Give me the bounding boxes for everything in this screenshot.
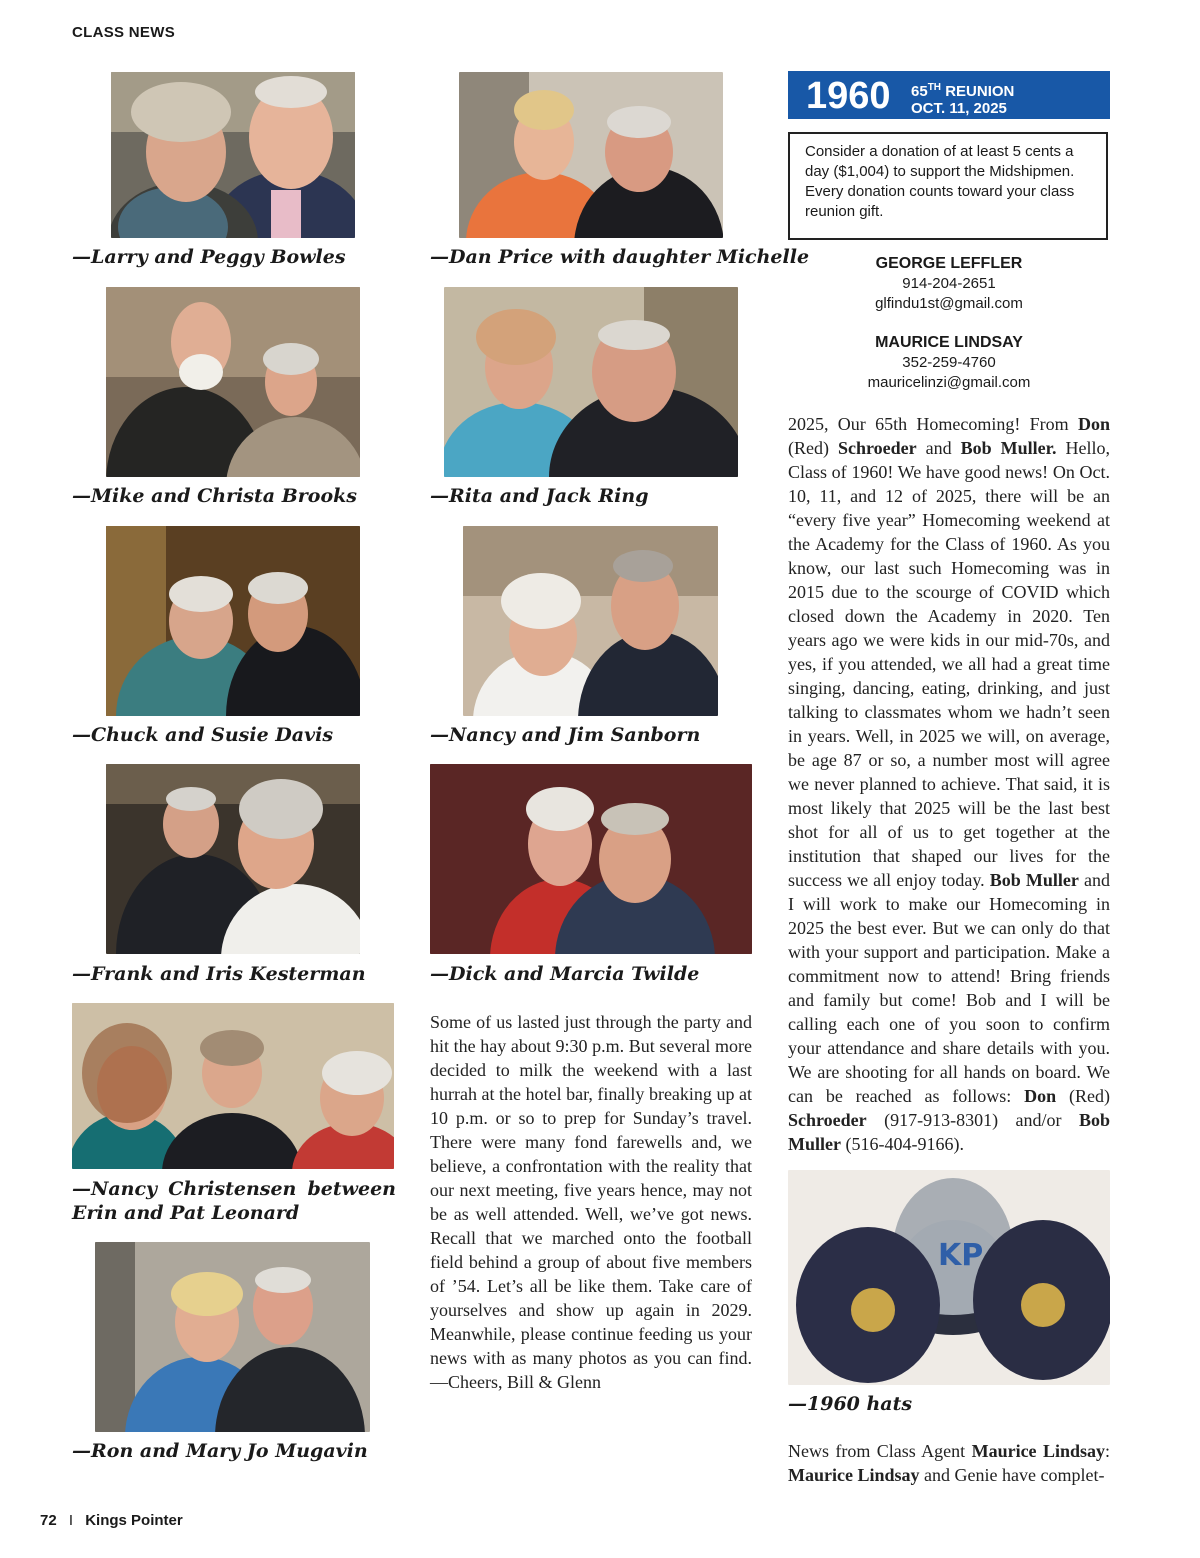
caption-christensen: —Nancy Christensen between Erin and Pat Leonard: [72, 1178, 396, 1224]
caption-mugavin: —Ron and Mary Jo Mugavin: [72, 1440, 368, 1462]
middle-column-text: Some of us lasted just through the party and hit the hay about 9:30 p.m. But several more decided to milk the weekend with a last hurrah at the hotel bar, finally breaking up at 10 p.m. or so to prep for Sunday’s travel. There were many fond farewells and, we believe, a confrontation with the reality that our next meeting, five years hence, may not be as well attended. Well, we’ve got news. Recall that we marched onto the football field behind a group of about five members of ’54. Let’s all be like them. Take care of yourselves and show up again in 2029. Meanwhile, please continue feeding us your news with as many photos as you can find. —Cheers, Bill & Glenn: [430, 1012, 752, 1392]
caption-kesterman: —Frank and Iris Kesterman: [72, 963, 366, 985]
reunion-word: REUNION: [941, 83, 1015, 100]
photo-christensen: [72, 1003, 394, 1169]
contact-leffler: [788, 254, 1110, 314]
banner-reunion: [911, 79, 1014, 117]
caption-davis: —Chuck and Susie Davis: [72, 724, 334, 746]
contact-name: MAURICE LINDSAY: [875, 334, 1023, 351]
reunion-banner: [788, 71, 1110, 119]
donation-box: Consider a donation of at least 5 cents a day ($1,004) to support the Midshipmen. Every donation counts toward your class reunion gift.: [788, 132, 1108, 240]
contact-phone: 352-259-4760: [902, 354, 996, 371]
news-text: News from Class Agent Maurice Lindsay: Maurice Lindsay and Genie have complet-: [788, 1441, 1110, 1485]
photo-ring: [444, 287, 738, 477]
photo-brooks: [106, 287, 360, 477]
page-footer: [40, 1512, 183, 1529]
contact-lindsay: [788, 333, 1110, 393]
photo-kesterman: [106, 764, 360, 954]
svg-text:KP: KP: [938, 1238, 984, 1273]
section-label: CLASS NEWS: [72, 24, 176, 41]
photo-price: [459, 72, 723, 238]
caption-ring: —Rita and Jack Ring: [430, 485, 649, 507]
contact-email[interactable]: mauricelinzi@gmail.com: [867, 374, 1031, 391]
caption-hats: —1960 hats: [788, 1393, 913, 1415]
contact-phone: 914-204-2651: [902, 275, 996, 292]
photo-hats: [788, 1170, 1110, 1385]
caption-brooks: —Mike and Christa Brooks: [72, 485, 357, 507]
reunion-date: OCT. 11, 2025: [911, 100, 1007, 117]
banner-year: 1960: [806, 75, 891, 117]
article-text: 2025, Our 65th Homecoming! From Don (Red) Schroeder and Bob Muller. Hello, Class of 1960! We have good news! On Oct. 10, 11, and 12 of 2025, there will be an “every five year” Homecoming weekend at the Academy for the Class of 1960. As you know, our last such Homecoming was in 2015 due to the scourge of COVID which closed down the Academy in 2020. Ten years ago we were kids in our mid-70s, and yes, if you attended, we all had a great time singing, dancing, eating, drinking, and just talking to classmates whom we hadn’t seen in years. Well, in 2025 we will, on average, be age 87 or so, a number most will agree we never planned to achieve. That said, it is most likely that 2025 will be the last best shot for all of us to get together at the institution that shaped our lives for the success we all enjoy today. Bob Muller and I will work to make our Homecoming in 2025 the best ever. But we can only do that with your support and participation. Make a commitment now to attend! Bring friends and family but come! Bob and I will be calling each one of you soon to confirm your attendance and share details with you. We are shooting for all hands on board. We can be reached as follows: Don (Red) Schroeder (917-913-8301) and/or Bob Muller (516-404-9166).: [788, 414, 1111, 1154]
magazine-name: Kings Pointer: [85, 1512, 183, 1529]
contact-email[interactable]: glfindu1st@gmail.com: [875, 295, 1023, 312]
reunion-suffix: TH: [927, 82, 942, 93]
reunion-number: 65: [911, 83, 928, 100]
caption-twilde: —Dick and Marcia Twilde: [430, 963, 700, 985]
contact-name: GEORGE LEFFLER: [875, 255, 1023, 272]
photo-sanborn: [463, 526, 718, 716]
photo-twilde: [430, 764, 752, 954]
caption-sanborn: —Nancy and Jim Sanborn: [430, 724, 701, 746]
photo-bowles: [111, 72, 355, 238]
caption-bowles: —Larry and Peggy Bowles: [72, 246, 346, 268]
photo-mugavin: [95, 1242, 370, 1432]
footer-separator: I: [68, 1512, 74, 1529]
page-number: 72: [40, 1512, 57, 1529]
caption-price: —Dan Price with daughter Michelle: [430, 246, 810, 268]
photo-davis: [106, 526, 360, 716]
